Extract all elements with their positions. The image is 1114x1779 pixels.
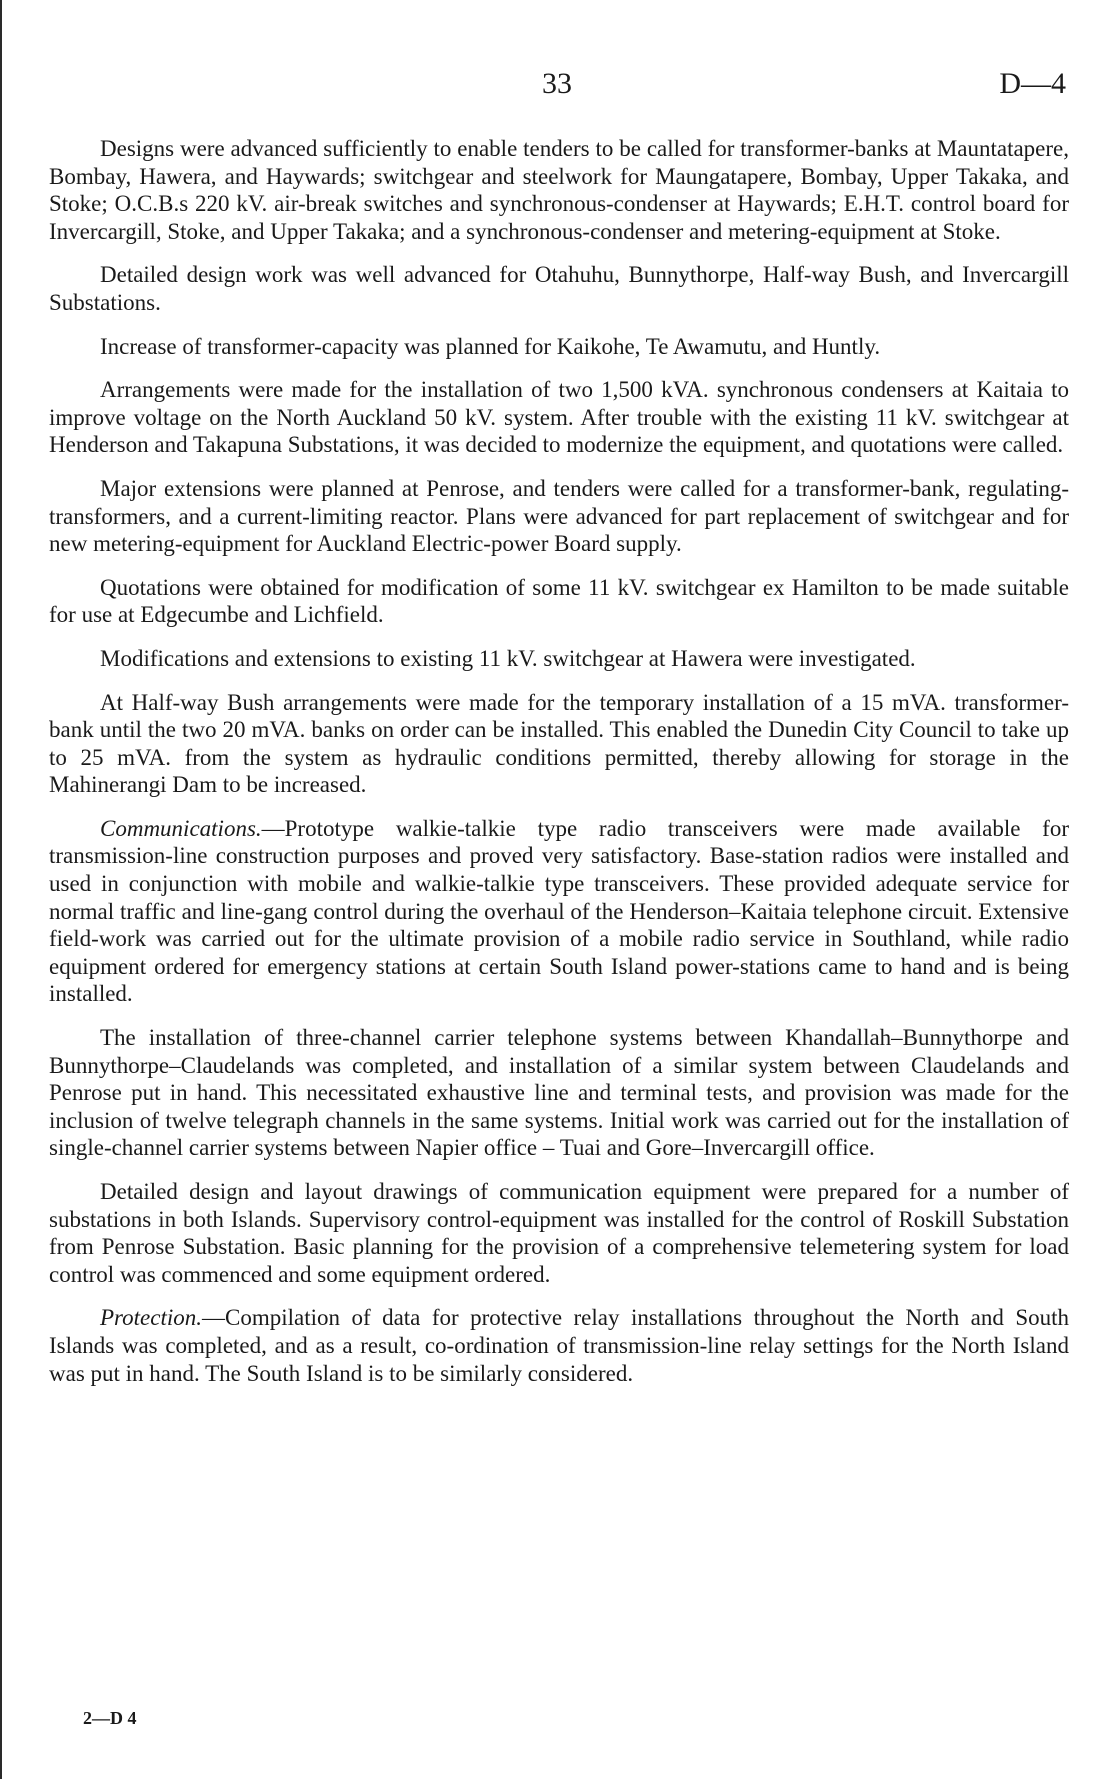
paragraph-text: —Compilation of data for protective relay installations throughout the North and South Islands was completed, and as a result, co-ordination of transmission-line relay settings for the North Island was put in hand. The South Island is to be similarly considered. <box>49 1305 1069 1386</box>
section-run-head: Protection. <box>100 1305 202 1331</box>
paragraph-text: Detailed design work was well advanced for Otahuhu, Bunnythorpe, Half-way Bush, and Invercargill Substations. <box>49 262 1069 315</box>
page-header <box>0 64 1114 104</box>
paragraph <box>49 475 1069 558</box>
paragraph-text: Major extensions were planned at Penrose, and tenders were called for a transformer-bank, regulating-transformers, and a current-limiting reactor. Plans were advanced for part replacement of switchgear and for new metering-equipment for Auckland Electric-power Board supply. <box>49 475 1069 557</box>
printer-signature-mark: 2—D 4 <box>83 1708 137 1728</box>
paragraph-text: —Prototype walkie-talkie type radio transceivers were made available for transmission-line construction purposes and proved very satisfactory. Base-station radios were installed and used in conjunction with mobile and walkie-talkie type transceivers. These provided adequate service for normal traffic and line-gang control during the overhaul of the Henderson–Kaitaia telephone circuit. Extensive field-work was carried out for the ultimate provision of a mobile radio service in Southland, while radio equipment ordered for emergency stations at certain South Island power-stations came to hand and is being installed. <box>49 815 1069 1007</box>
paragraph <box>49 574 1069 629</box>
paragraph-text: The installation of three-channel carrier telephone systems between Khandallah–Bunnythorpe and Bunnythorpe–Claudelands was completed, and installation of a similar system between Claudelands and Penrose put in hand. This necessitated exhaustive line and terminal tests, and provision was made for the inclusion of twelve telegraph channels in the same systems. Initial work was carried out for the installation of single-channel carrier systems between Napier office – Tuai and Gore–Invercargill office. <box>49 1025 1069 1161</box>
paragraph-text: Arrangements were made for the installation of two 1,500 kVA. synchronous condensers at Kaitaia to improve voltage on the North Auckland 50 kV. system. After trouble with the existing 11 kV. switchgear at Henderson and Takapuna Substations, it was decided to modernize the equipment, and quotations were called. <box>49 377 1069 458</box>
paragraph-text: Quotations were obtained for modification of some 11 kV. switchgear ex Hamilton to be made suitable for use at Edgecumbe and Lichfield. <box>49 574 1069 628</box>
paragraph <box>49 135 1069 245</box>
paragraph-communications <box>49 815 1069 1008</box>
paragraph-text: Modifications and extensions to existing 11 kV. switchgear at Hawera were investigated. <box>100 645 916 671</box>
paragraph-protection <box>49 1304 1069 1387</box>
paragraph-text: At Half-way Bush arrangements were made for the temporary installation of a 15 mVA. transformer-bank until the two 20 mVA. banks on order can be installed. This enabled the Dunedin City Council to take up to 25 mVA. from the system as hydraulic conditions permitted, thereby allowing for storage in the Mahinerangi Dam to be increased. <box>49 689 1069 798</box>
body-text <box>49 135 1069 1403</box>
series-reference: D—4 <box>999 67 1066 100</box>
paragraph-text: Increase of transformer-capacity was planned for Kaikohe, Te Awamutu, and Huntly. <box>100 333 881 359</box>
paragraph <box>49 261 1069 316</box>
paragraph-text: Designs were advanced sufficiently to enable tenders to be called for transformer-banks at Mauntatapere, Bombay, Hawera, and Haywards; switchgear and steelwork for Maungatapere, Bombay, Upper Takaka, and Stoke; O.C.B.s 220 kV. air-break switches and synchronous-condenser at Haywards; E.H.T. control board for Invercargill, Stoke, and Upper Takaka; and a synchronous-condenser and metering-equipment at Stoke. <box>49 136 1069 244</box>
paragraph <box>49 1024 1069 1162</box>
paragraph-text: Detailed design and layout drawings of communication equipment were prepared for a number of substations in both Islands. Supervisory control-equipment was installed for the control of Roskill Substation from Penrose Substation. Basic planning for the provision of a comprehensive telemetering system for load control was commenced and some equipment ordered. <box>49 1179 1069 1287</box>
section-run-head: Communications. <box>100 815 262 841</box>
paragraph <box>49 376 1069 459</box>
paragraph <box>49 333 1069 361</box>
paragraph <box>49 645 1069 673</box>
page-edge-rule <box>0 0 2 1779</box>
paragraph <box>49 689 1069 799</box>
paragraph <box>49 1178 1069 1288</box>
page-number: 33 <box>542 67 572 100</box>
